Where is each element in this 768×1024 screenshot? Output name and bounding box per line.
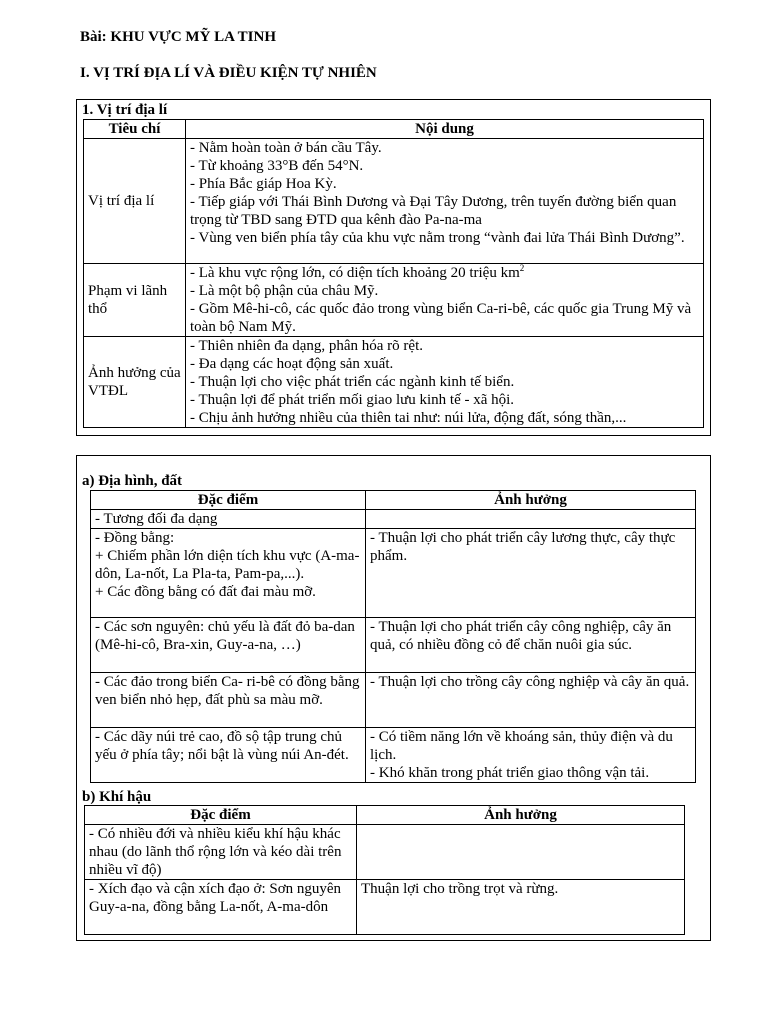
table-header-row <box>85 806 685 825</box>
content-cell <box>186 139 704 264</box>
superscript: 2 <box>519 263 525 273</box>
effect-cell <box>366 673 696 728</box>
criterion-cell: Ảnh hưởng của VTĐL <box>84 337 186 428</box>
table-row <box>91 618 696 673</box>
effect-cell <box>357 880 685 935</box>
column-header: Tiêu chí <box>84 120 186 139</box>
table-row <box>85 880 685 935</box>
climate-heading: b) Khí hậu <box>82 789 152 805</box>
effect-line: Thuận lợi cho trồng trọt và rừng. <box>361 881 559 897</box>
feature-line: - Tương đối đa dạng <box>95 511 218 527</box>
criterion-cell: Vị trí địa lí <box>84 139 186 264</box>
criterion-cell: Phạm vi lãnh thổ <box>84 264 186 337</box>
feature-line: - Các đảo trong biển Ca- ri-bê có đồng bằng ven biển nhỏ hẹp, đất phù sa màu mỡ. <box>95 674 360 708</box>
table-row <box>91 529 696 618</box>
effect-line: - Có tiềm năng lớn về khoáng sản, thủy điện và du lịch. <box>370 729 673 763</box>
column-header: Đặc điểm <box>91 491 366 510</box>
table-row <box>84 337 704 428</box>
content-cell <box>186 264 704 337</box>
feature-line: + Chiếm phần lớn diện tích khu vực (A-ma-dôn, La-nốt, La Pla-ta, Pam-pa,...). <box>95 548 360 582</box>
feature-line: - Xích đạo và cận xích đạo ở: Sơn nguyên Guy-a-na, đồng bằng La-nốt, A-ma-dôn <box>89 881 342 915</box>
effect-cell <box>366 728 696 783</box>
terrain-heading: a) Địa hình, đất <box>82 473 183 489</box>
content-line: - Là một bộ phận của châu Mỹ. <box>190 283 379 299</box>
feature-cell <box>85 825 357 880</box>
content-line: - Tiếp giáp với Thái Bình Dương và Đại Tây Dương, trên tuyến đường biển quan trọng từ TBD sang ĐTD qua kênh đào Pa-na-ma <box>190 194 677 228</box>
column-header: Ảnh hưởng <box>357 806 685 825</box>
content-line: - Thuận lợi cho việc phát triển các ngành kinh tế biển. <box>190 374 515 390</box>
content-line: - Thuận lợi để phát triển mối giao lưu kinh tế - xã hội. <box>190 392 515 408</box>
table-row <box>91 728 696 783</box>
area-text: - Là khu vực rộng lớn, có diện tích khoảng 20 triệu km <box>190 265 520 281</box>
content-line: - Phía Bắc giáp Hoa Kỳ. <box>190 176 337 192</box>
table-header-row <box>91 491 696 510</box>
effect-cell <box>366 510 696 529</box>
effect-cell <box>366 618 696 673</box>
feature-cell <box>91 529 366 618</box>
feature-cell <box>91 510 366 529</box>
content-line: - Vùng ven biển phía tây của khu vực nằm trong “vành đai lửa Thái Bình Dương”. <box>190 230 685 246</box>
feature-cell <box>91 728 366 783</box>
feature-line: - Các sơn nguyên: chủ yếu là đất đỏ ba-dan (Mê-hi-cô, Bra-xin, Guy-a-na, …) <box>95 619 355 653</box>
document-title: Bài: KHU VỰC MỸ LA TINH <box>80 29 276 45</box>
climate-table <box>84 805 685 935</box>
content-line: - Đa dạng các hoạt động sản xuất. <box>190 356 394 372</box>
table-row <box>84 139 704 264</box>
table-row <box>91 673 696 728</box>
column-header: Ảnh hưởng <box>366 491 696 510</box>
feature-line: + Các đồng bằng có đất đai màu mỡ. <box>95 584 316 600</box>
column-header: Đặc điểm <box>85 806 357 825</box>
effect-line: - Thuận lợi cho phát triển cây lương thực, cây thực phẩm. <box>370 530 676 564</box>
content-line: - Từ khoảng 33°B đến 54°N. <box>190 158 364 174</box>
content-line: - Gồm Mê-hi-cô, các quốc đảo trong vùng biển Ca-ri-bê, các quốc gia Trung Mỹ và toàn bộ Nam Mỹ. <box>190 301 692 335</box>
content-line: - Nằm hoàn toàn ở bán cầu Tây. <box>190 140 382 156</box>
feature-cell <box>85 880 357 935</box>
effect-line: - Thuận lợi cho trồng cây công nghiệp và cây ăn quả. <box>370 674 690 690</box>
content-cell <box>186 337 704 428</box>
column-header: Nội dung <box>186 120 704 139</box>
location-table <box>83 119 704 428</box>
feature-line: - Các dãy núi trẻ cao, đồ sộ tập trung chủ yếu ở phía tây; nổi bật là vùng núi An-đét. <box>95 729 349 763</box>
effect-line: - Thuận lợi cho phát triển cây công nghiệp, cây ăn quả, có nhiều đồng cỏ để chăn nuôi gia súc. <box>370 619 672 653</box>
section-heading: I. VỊ TRÍ ĐỊA LÍ VÀ ĐIỀU KIỆN TỰ NHIÊN <box>80 65 377 81</box>
content-line <box>190 264 699 282</box>
content-line: - Chịu ảnh hưởng nhiều của thiên tai như: núi lửa, động đất, sóng thần,... <box>190 410 627 426</box>
feature-line: - Đồng bằng: <box>95 530 175 546</box>
feature-cell <box>91 618 366 673</box>
effect-line: - Khó khăn trong phát triển giao thông vận tải. <box>370 765 650 781</box>
table-row <box>85 825 685 880</box>
feature-cell <box>91 673 366 728</box>
effect-cell <box>357 825 685 880</box>
effect-cell <box>366 529 696 618</box>
content-line: - Thiên nhiên đa dạng, phân hóa rõ rệt. <box>190 338 423 354</box>
table-row <box>91 510 696 529</box>
location-heading: 1. Vị trí địa lí <box>82 102 168 118</box>
table-row <box>84 264 704 337</box>
terrain-table <box>90 490 696 783</box>
feature-line: - Có nhiều đới và nhiều kiểu khí hậu khác nhau (do lãnh thổ rộng lớn và kéo dài trên nhiều vĩ độ) <box>89 826 342 878</box>
table-header-row <box>84 120 704 139</box>
